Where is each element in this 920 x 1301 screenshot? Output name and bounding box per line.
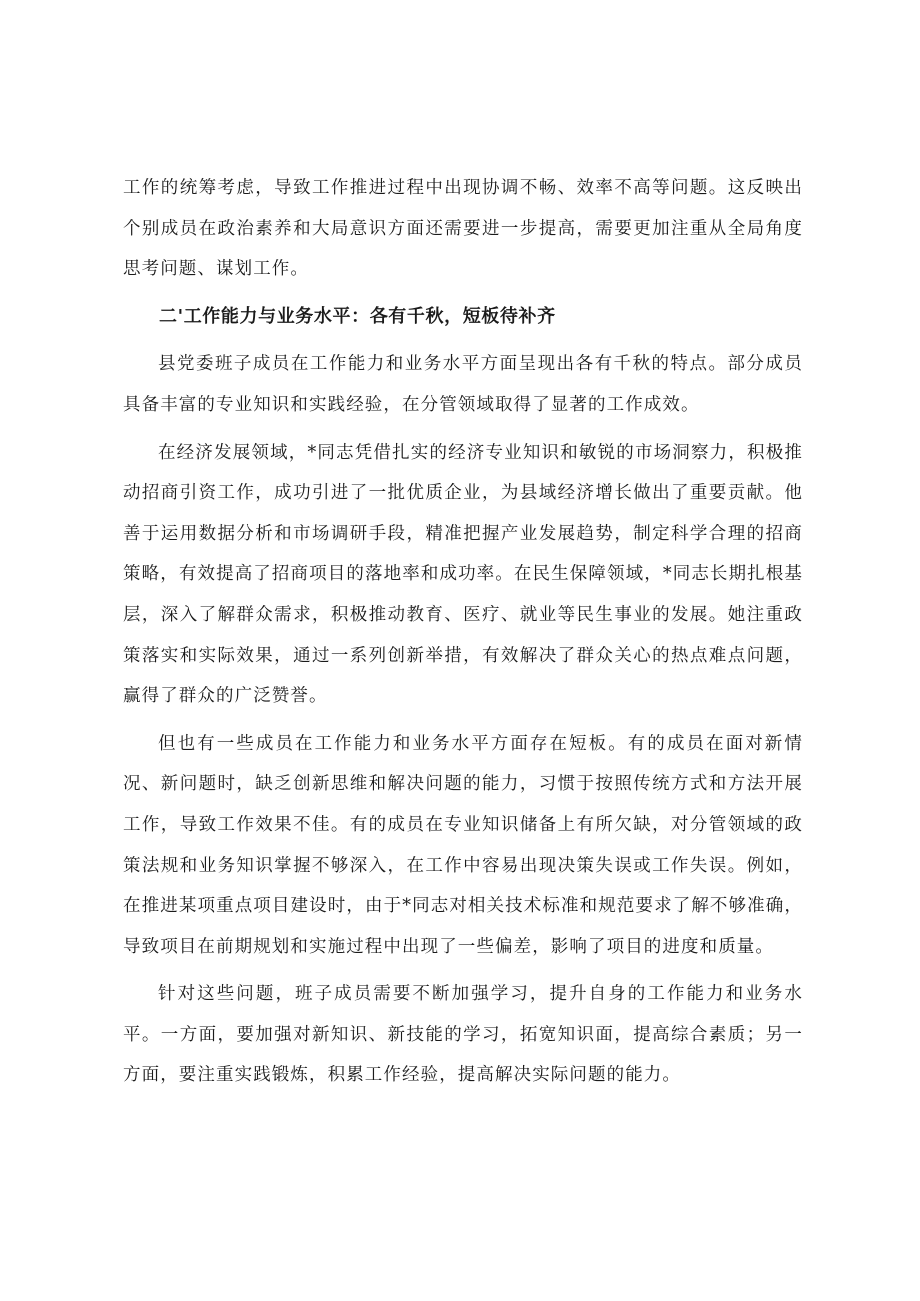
section-heading: 二'工作能力与业务水平：各有千秋，短板待补齐 — [159, 305, 556, 327]
paragraph-continuation: 工作的统筹考虑，导致工作推进过程中出现协调不畅、效率不高等问题。这反映出个别成员在政治素养和大局意识方面还需要进一步提高，需要更加注重从全局角度思考问题、谋划工作。 — [123, 178, 803, 280]
paragraph: 县党委班子成员在工作能力和业务水平方面呈现出各有千秋的特点。部分成员具备丰富的专业知识和实践经验，在分管领域取得了显著的工作成效。 — [123, 354, 803, 415]
paragraph: 针对这些问题，班子成员需要不断加强学习，提升自身的工作能力和业务水平。一方面，要加强对新知识、新技能的学习，拓宽知识面，提高综合素质；另一方面，要注重实践锻炼，积累工作经验，提高解决实际问题的能力。 — [123, 984, 803, 1086]
document-body — [123, 168, 803, 1103]
paragraph: 但也有一些成员在工作能力和业务水平方面存在短板。有的成员在面对新情况、新问题时，缺乏创新思维和解决问题的能力，习惯于按照传统方式和方法开展工作，导致工作效果不佳。有的成员在专业知识储备上有所欠缺，对分管领域的政策法规和业务知识掌握不够深入，在工作中容易出现决策失误或工作失误。例如，在推进某项重点项目建设时，由于*同志对相关技术标准和规范要求了解不够准确，导致项目在前期规划和实施过程中出现了一些偏差，影响了项目的进度和质量。 — [123, 733, 803, 957]
paragraph: 在经济发展领域，*同志凭借扎实的经济专业知识和敏锐的市场洞察力，积极推动招商引资工作，成功引进了一批优质企业，为县域经济增长做出了重要贡献。他善于运用数据分析和市场调研手段，精准把握产业发展趋势，制定科学合理的招商策略，有效提高了招商项目的落地率和成功率。在民生保障领域，*同志长期扎根基层，深入了解群众需求，积极推动教育、医疗、就业等民生事业的发展。她注重政策落实和实际效果，通过一系列创新举措，有效解决了群众关心的热点难点问题，赢得了群众的广泛赞誉。 — [123, 442, 803, 707]
